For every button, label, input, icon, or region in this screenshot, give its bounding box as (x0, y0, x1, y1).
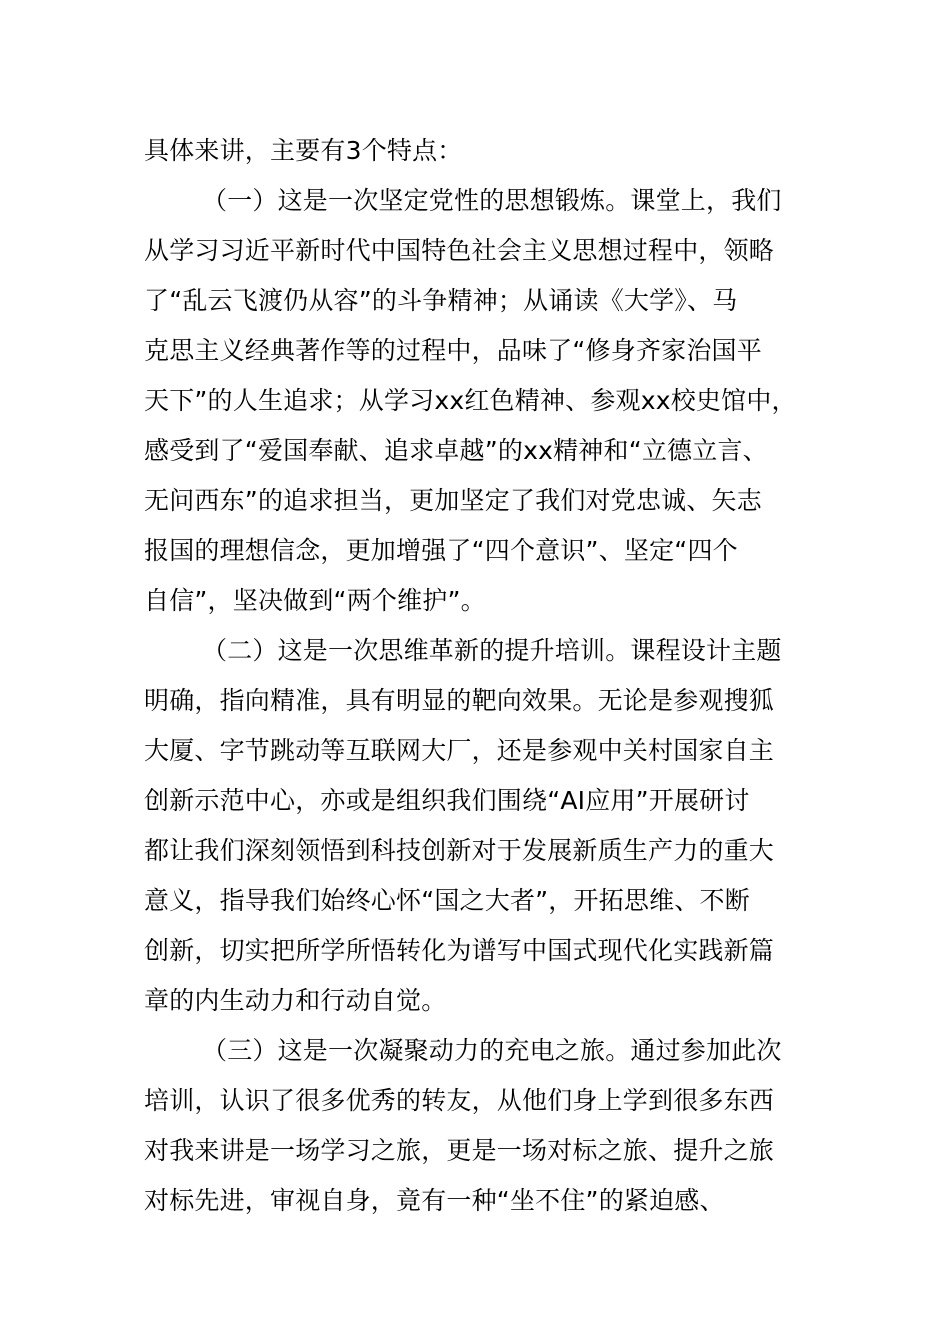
text-line: 无问西东”的追求担当，更加坚定了我们对党忠诚、矢志 (144, 486, 762, 515)
text-line: 大厦、字节跳动等互联网大厂，还是参观中关村国家自主 (144, 736, 775, 765)
paragraph-2-heading-line: （二）这是一次思维革新的提升培训。课程设计主题 (202, 636, 782, 665)
text-line: 感受到了“爱国奉献、追求卓越”的xx精神和“立德立言、 (144, 436, 768, 465)
text-line: 了“乱云飞渡仍从容”的斗争精神；从诵读《大学》、马 (144, 286, 738, 315)
text-line: 对我来讲是一场学习之旅，更是一场对标之旅、提升之旅 (144, 1136, 775, 1165)
text-line: 创新，切实把所学所悟转化为谱写中国式现代化实践新篇 (144, 936, 775, 965)
text-line: 克思主义经典著作等的过程中，品味了“修身齐家治国平 (144, 336, 762, 365)
document-body (144, 126, 834, 1226)
text-line: 创新示范中心，亦或是组织我们围绕“AI应用”开展研讨 (144, 786, 750, 815)
text-line: 对标先进，审视自身，竟有一种“坐不住”的紧迫感、 (144, 1186, 725, 1215)
text-line: 自信”，坚决做到“两个维护”。 (144, 586, 486, 615)
text-line: 天下”的人生追求；从学习xx红色精神、参观xx校史馆中， (144, 386, 797, 415)
text-line: 从学习习近平新时代中国特色社会主义思想过程中，领略 (144, 236, 775, 265)
text-line: 意义，指导我们始终心怀“国之大者”，开拓思维、不断 (144, 886, 750, 915)
text-line: 明确，指向精准，具有明显的靶向效果。无论是参观搜狐 (144, 686, 775, 715)
text-line: 具体来讲，主要有3个特点： (144, 136, 463, 165)
paragraph-1-heading-line: （一）这是一次坚定党性的思想锻炼。课堂上，我们 (202, 186, 782, 215)
text-line: 章的内生动力和行动自觉。 (144, 986, 447, 1015)
text-line: 报国的理想信念，更加增强了“四个意识”、坚定“四个 (144, 536, 738, 565)
paragraph-3-heading-line: （三）这是一次凝聚动力的充电之旅。通过参加此次 (202, 1036, 782, 1065)
text-line: 培训，认识了很多优秀的转友，从他们身上学到很多东西 (144, 1086, 775, 1115)
text-line: 都让我们深刻领悟到科技创新对于发展新质生产力的重大 (144, 836, 775, 865)
